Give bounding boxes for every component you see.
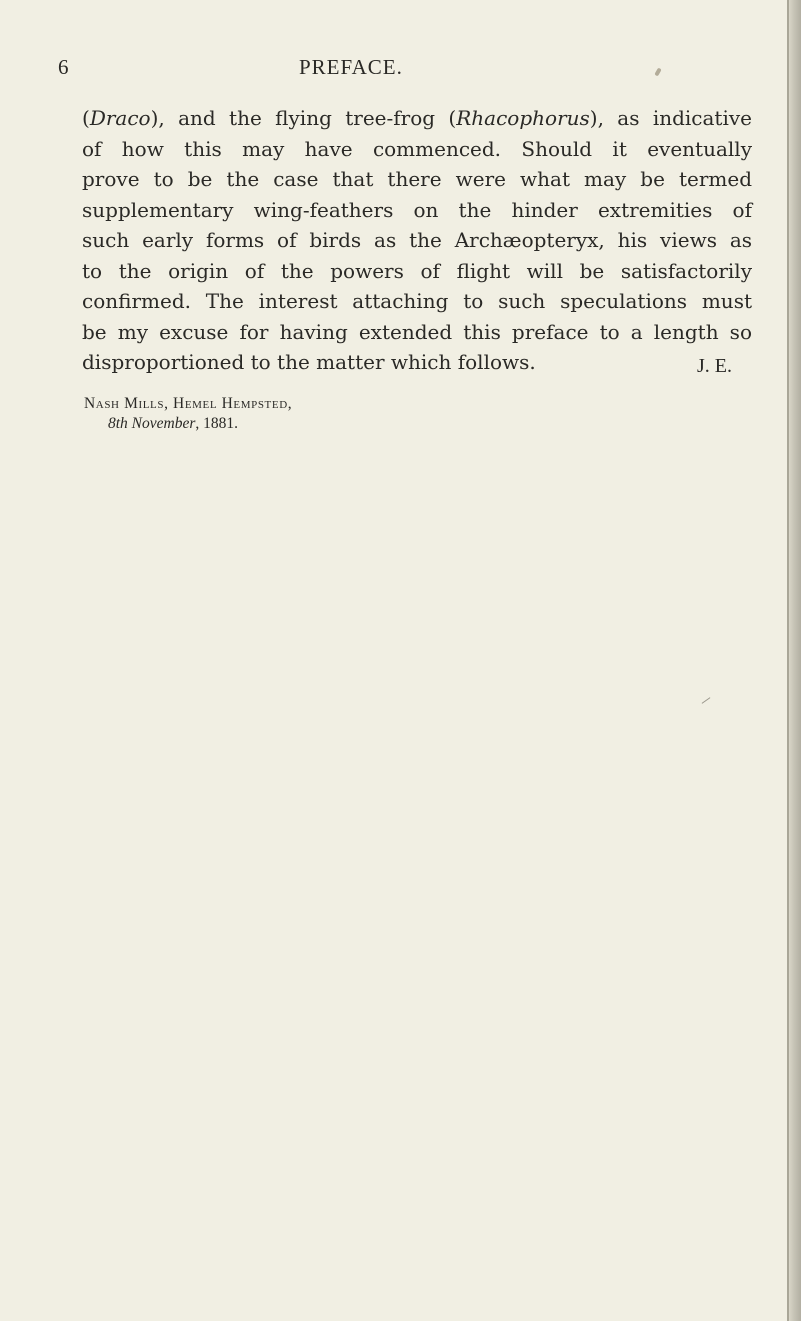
page-number: 6 (58, 55, 70, 79)
italic-term: Rhacophorus (456, 106, 590, 130)
author-initials: J. E. (697, 355, 732, 377)
text-line: disproportioned to the matter which follows. (82, 350, 536, 374)
text-line: confirmed. The interest attaching to such speculations must (82, 289, 752, 313)
text-line: such early forms of birds as the Archæopteryx, his views as (82, 228, 752, 252)
text-line: of how this may have commenced. Should it eventually (82, 136, 752, 161)
date-line (108, 415, 238, 433)
page-header (0, 55, 801, 81)
italic-term: Draco (89, 106, 151, 130)
pencil-mark (702, 697, 711, 704)
date-italic: 8th November (108, 415, 196, 432)
preface-paragraph (82, 103, 752, 378)
text-line: (Draco), and the flying tree-frog (Rhacophorus), as indicative (82, 106, 753, 130)
page-spine-edge (787, 0, 801, 1321)
date-year: , 1881. (195, 415, 239, 432)
text-line: supplementary wing-feathers on the hinder extremities of (82, 197, 752, 222)
place-line: Nash Mills, Hemel Hempsted, (84, 395, 293, 412)
text-line: to the origin of the powers of flight will be satisfactorily (82, 258, 752, 283)
page-spine-line (787, 0, 789, 1321)
text-line: prove to be the case that there were what may be termed (82, 167, 752, 191)
text-line: be my excuse for having extended this preface to a length so (82, 319, 752, 344)
running-head: PREFACE. (299, 55, 403, 79)
